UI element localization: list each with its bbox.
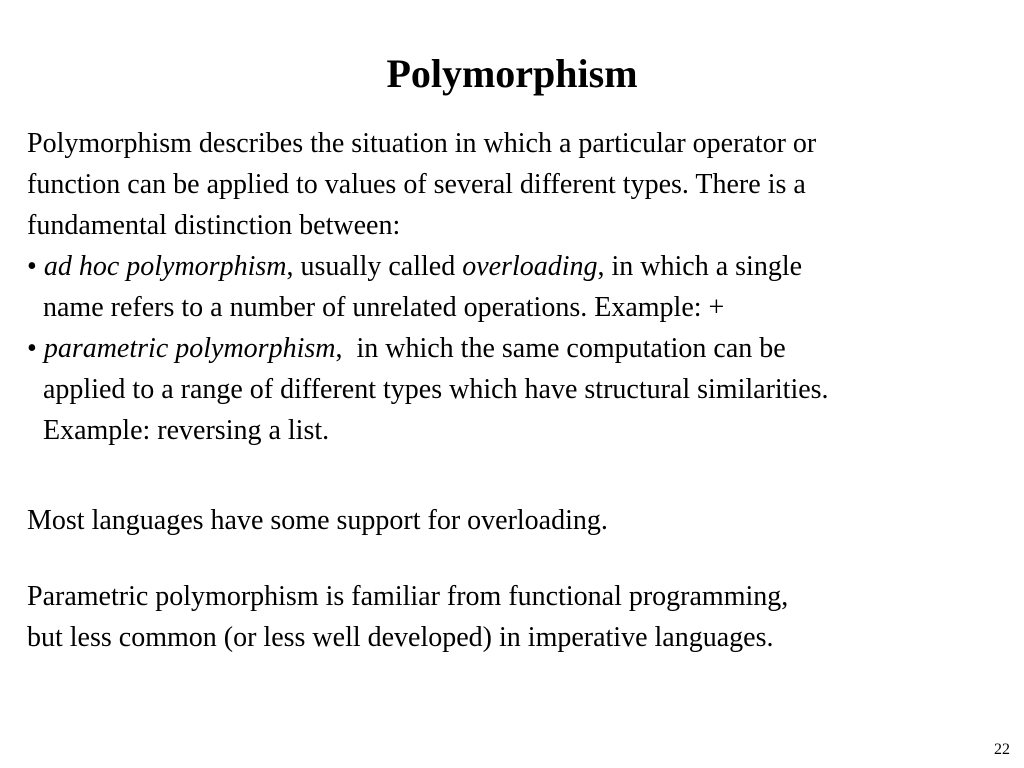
- overloading-paragraph: [27, 500, 608, 541]
- bullet-marker: •: [27, 251, 37, 282]
- bullet-parametric: [27, 328, 829, 369]
- bullet-parametric-line-2: applied to a range of different types which have structural similarities.: [43, 374, 829, 405]
- parametric-line-1: Parametric polymorphism is familiar from functional programming,: [27, 581, 789, 612]
- intro-line-2: function can be applied to values of several different types. There is a: [27, 169, 806, 200]
- page-number: 22: [994, 741, 1010, 758]
- adhoc-text-a: , usually called: [286, 251, 463, 282]
- bullet-parametric-line-3: Example: reversing a list.: [43, 415, 330, 446]
- overloading-term: overloading: [462, 251, 598, 282]
- bullet-adhoc: [27, 246, 829, 287]
- intro-line-1: Polymorphism describes the situation in which a particular operator or: [27, 128, 817, 159]
- bullet-adhoc-line-2: name refers to a number of unrelated operations. Example: +: [43, 292, 725, 323]
- adhoc-term: ad hoc polymorphism: [43, 251, 287, 282]
- most-languages-line: Most languages have some support for overloading.: [27, 505, 608, 536]
- parametric-line-2: but less common (or less well developed) in imperative languages.: [27, 622, 774, 653]
- parametric-term: parametric polymorphism: [43, 333, 336, 364]
- parametric-paragraph: [27, 576, 788, 658]
- bullet-marker: •: [27, 333, 37, 364]
- intro-paragraph: [27, 123, 829, 451]
- slide-title: Polymorphism: [386, 51, 638, 96]
- intro-line-3: fundamental distinction between:: [27, 210, 401, 241]
- parametric-text-a: , in which the same computation can be: [335, 333, 786, 364]
- adhoc-text-b: , in which a single: [597, 251, 803, 282]
